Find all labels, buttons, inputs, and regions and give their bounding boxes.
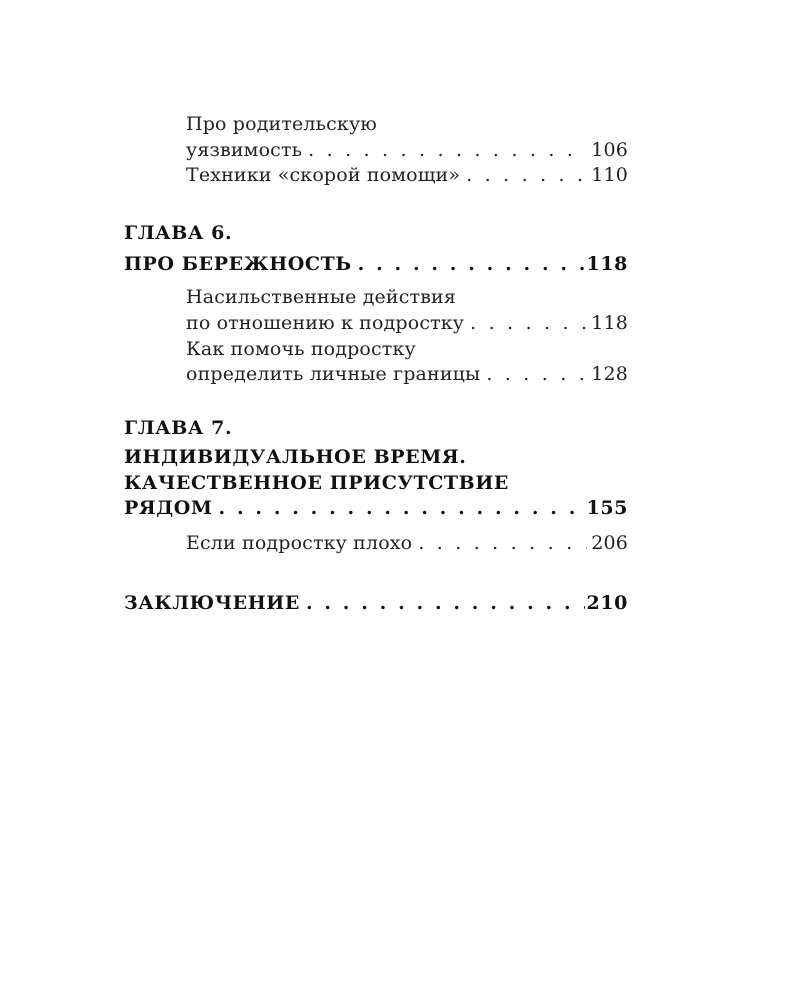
toc-entry-title: Если подростку плохо: [186, 532, 413, 554]
page-number: 118: [586, 253, 628, 275]
dot-leader: [358, 253, 585, 275]
page-number: 118: [591, 312, 628, 334]
chapter-entry: [124, 253, 628, 275]
chapter-label: ГЛАВА 7.: [124, 417, 233, 439]
dot-leader: [486, 363, 587, 385]
toc-entry: [186, 363, 628, 385]
chapter-title: ПРО БЕРЕЖНОСТЬ: [124, 253, 352, 275]
dot-leader: [466, 164, 587, 186]
dot-leader: [418, 532, 587, 554]
toc-entry: [186, 532, 628, 554]
page-number: 210: [586, 592, 628, 614]
toc-entry-title: по отношению к подростку: [186, 312, 465, 334]
dot-leader: [470, 312, 587, 334]
page-number: 128: [591, 363, 628, 385]
chapter-title: КАЧЕСТВЕННОЕ ПРИСУТСТВИЕ: [124, 472, 509, 494]
chapter-title: ИНДИВИДУАЛЬНОЕ ВРЕМЯ.: [124, 446, 467, 468]
conclusion-entry: [124, 592, 628, 614]
toc-entry-text: Насильственные действия: [186, 286, 456, 308]
conclusion-title: ЗАКЛЮЧЕНИЕ: [124, 592, 300, 614]
toc-entry-title: Техники «скорой помощи»: [186, 164, 461, 186]
page-number: 206: [591, 532, 628, 554]
toc-entry: [186, 139, 628, 161]
chapter-label: ГЛАВА 6.: [124, 222, 233, 244]
dot-leader: [306, 592, 585, 614]
page-number: 106: [591, 139, 628, 161]
page-number: 155: [586, 497, 628, 519]
toc-entry: [186, 164, 628, 186]
toc-entry-text: Про родительскую: [186, 113, 377, 135]
toc-entry-text: Как помочь подростку: [186, 338, 416, 360]
toc-entry-title: уязвимость: [186, 139, 303, 161]
toc-entry: [186, 312, 628, 334]
chapter-title: РЯДОМ: [124, 497, 213, 519]
page-number: 110: [591, 164, 628, 186]
dot-leader: [308, 139, 587, 161]
chapter-entry: [124, 497, 628, 519]
dot-leader: [219, 497, 585, 519]
toc-entry-title: определить личные границы: [186, 363, 481, 385]
